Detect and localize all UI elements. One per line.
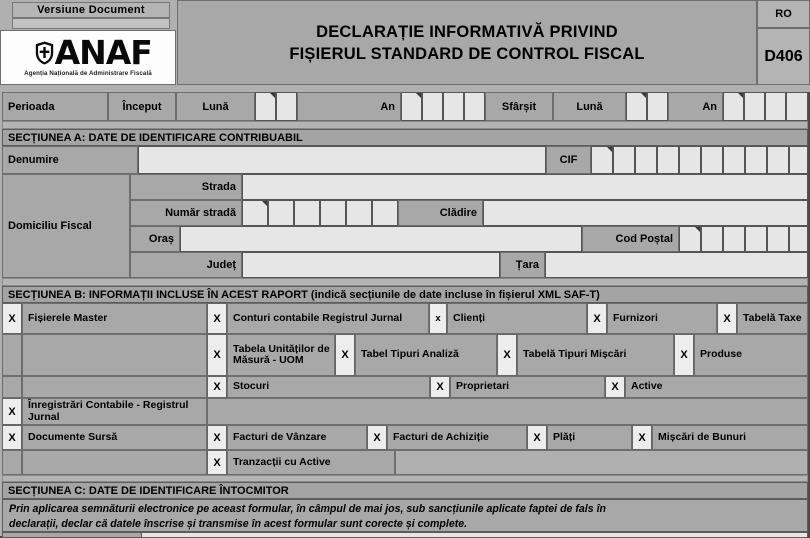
- label-payments: Plăți: [547, 425, 632, 450]
- checkbox-assets[interactable]: X: [605, 376, 625, 398]
- cif-digit-3[interactable]: [635, 146, 657, 174]
- cif-digit-4[interactable]: [657, 146, 679, 174]
- anaf-subtitle: Agenția Națională de Administrare Fiscală: [24, 69, 152, 77]
- label-stocks: Stocuri: [227, 376, 430, 398]
- country-code-badge: RO: [757, 0, 810, 28]
- checkbox-movement-types[interactable]: X: [497, 334, 517, 376]
- numar-strada-digit-6[interactable]: [372, 200, 398, 226]
- row6-spacer-right: [395, 450, 808, 475]
- row2-spacer-left: [2, 334, 22, 376]
- period-label: Perioada: [2, 92, 108, 121]
- label-purchase-invoices: Facturi de Achiziție: [387, 425, 527, 450]
- cif-digit-2[interactable]: [613, 146, 635, 174]
- period-start-year-digit-2[interactable]: [422, 92, 443, 121]
- label-movement-types: Tabelă Tipuri Mișcări: [517, 334, 674, 376]
- period-start-year-label: An: [297, 92, 401, 121]
- numar-strada-digit-5[interactable]: [346, 200, 372, 226]
- label-assets: Active: [625, 376, 808, 398]
- checkbox-stocks[interactable]: X: [207, 376, 227, 398]
- oras-label: Oraș: [130, 226, 180, 252]
- checkbox-analysis-types[interactable]: X: [335, 334, 355, 376]
- numar-strada-digit-4[interactable]: [320, 200, 346, 226]
- cif-digit-10[interactable]: [789, 146, 808, 174]
- checkbox-products[interactable]: X: [674, 334, 694, 376]
- checkbox-purchase-invoices[interactable]: X: [367, 425, 387, 450]
- form-title: [177, 0, 757, 85]
- section-c-header: SECȚIUNEA C: DATE DE IDENTIFICARE ÎNTOCMITOR: [2, 482, 808, 499]
- section-b-spacer: [2, 475, 808, 482]
- checkbox-suppliers[interactable]: X: [587, 303, 607, 334]
- period-end-year-label: An: [668, 92, 723, 121]
- denumire-input[interactable]: [138, 146, 546, 174]
- checkbox-gl-entries[interactable]: X: [2, 398, 22, 425]
- checkbox-owners[interactable]: X: [430, 376, 450, 398]
- period-start-year-digit-4[interactable]: [464, 92, 485, 121]
- row3-spacer-left: [2, 376, 22, 398]
- section-a-header: SECȚIUNEA A: DATE DE IDENTIFICARE CONTRIBUABIL: [2, 129, 808, 146]
- label-asset-transactions: Tranzacții cu Active: [227, 450, 395, 475]
- cod-postal-digit-5[interactable]: [767, 226, 789, 252]
- strada-input[interactable]: [242, 174, 808, 200]
- cif-digit-7[interactable]: [723, 146, 745, 174]
- period-end-year-digit-2[interactable]: [744, 92, 765, 121]
- cif-digit-9[interactable]: [767, 146, 789, 174]
- cod-postal-digit-4[interactable]: [745, 226, 767, 252]
- checkbox-gl-accounts[interactable]: X: [207, 303, 227, 334]
- numar-strada-digit-2[interactable]: [268, 200, 294, 226]
- row4-spacer-right: [207, 398, 808, 425]
- denumire-label: Denumire: [2, 146, 138, 174]
- label-goods-movements: Mișcări de Bunuri: [652, 425, 808, 450]
- period-end-month-digit-2[interactable]: [647, 92, 668, 121]
- tara-label: Țara: [500, 252, 545, 278]
- section-a-spacer: [2, 278, 808, 286]
- cif-digit-1[interactable]: [591, 146, 613, 174]
- checkbox-sales-invoices[interactable]: X: [207, 425, 227, 450]
- anaf-acronym: ANAF: [54, 32, 152, 72]
- section-c-signature-label-cell: [2, 532, 142, 538]
- document-version-label: Versiune Document: [12, 2, 170, 18]
- label-source-documents: Documente Sursă: [22, 425, 207, 450]
- label-master-files: Fișierele Master: [22, 303, 207, 334]
- form-title-line1: DECLARAȚIE INFORMATIVĂ PRIVIND: [316, 22, 618, 41]
- label-gl-accounts: Conturi contabile Registrul Jurnal: [227, 303, 429, 334]
- cif-digit-8[interactable]: [745, 146, 767, 174]
- cif-label: CIF: [546, 146, 591, 174]
- period-end-month-label: Lună: [553, 92, 626, 121]
- label-analysis-types: Tabel Tipuri Analiză: [355, 334, 497, 376]
- cod-postal-digit-3[interactable]: [723, 226, 745, 252]
- judet-label: Județ: [130, 252, 242, 278]
- declaration-line-2: declarații, declar că datele înscrise și transmise în acest formular sunt corecte și complete.: [9, 518, 468, 530]
- tara-input[interactable]: [545, 252, 808, 278]
- checkbox-asset-transactions[interactable]: X: [207, 450, 227, 475]
- period-end-label: Sfârșit: [485, 92, 553, 121]
- form-title-line2: FIȘIERUL STANDARD DE CONTROL FISCAL: [289, 44, 645, 63]
- row6-spacer-source: [22, 450, 207, 475]
- domiciliu-fiscal-label: Domiciliu Fiscal: [2, 174, 130, 278]
- cif-digit-5[interactable]: [679, 146, 701, 174]
- document-version-input[interactable]: [12, 18, 170, 29]
- period-spacer: [2, 121, 808, 129]
- numar-strada-label: Număr stradă: [130, 200, 242, 226]
- cod-postal-digit-1[interactable]: [679, 226, 701, 252]
- row2-spacer-master: [22, 334, 207, 376]
- numar-strada-digit-3[interactable]: [294, 200, 320, 226]
- oras-input[interactable]: [180, 226, 582, 252]
- cod-postal-label: Cod Poștal: [582, 226, 679, 252]
- cif-digit-6[interactable]: [701, 146, 723, 174]
- shield-cross-icon: [35, 41, 54, 65]
- row6-spacer-left: [2, 450, 22, 475]
- declaration-line-1: Prin aplicarea semnăturii electronice pe aceast formular, în câmpul de mai jos, sub sancțiunile aplicate faptei de fals în: [9, 503, 606, 515]
- period-start-year-digit-3[interactable]: [443, 92, 464, 121]
- strada-label: Strada: [130, 174, 242, 200]
- period-end-year-digit-3[interactable]: [765, 92, 786, 121]
- period-end-month-digit-1[interactable]: [626, 92, 647, 121]
- period-end-year-digit-1[interactable]: [723, 92, 744, 121]
- checkbox-uom-table[interactable]: X: [207, 334, 227, 376]
- period-start-month-label: Lună: [176, 92, 255, 121]
- row3-spacer-master: [22, 376, 207, 398]
- checkbox-goods-movements[interactable]: X: [632, 425, 652, 450]
- period-start-month-digit-1[interactable]: [255, 92, 276, 121]
- cladire-input[interactable]: [483, 200, 808, 226]
- period-start-year-digit-1[interactable]: [401, 92, 422, 121]
- header-spacer: [0, 85, 810, 92]
- section-c-declaration: [2, 499, 808, 532]
- label-gl-entries: Înregistrări Contabile - Registrul Jurnal: [22, 398, 207, 425]
- judet-input[interactable]: [242, 252, 500, 278]
- form-code-badge: D406: [757, 28, 810, 85]
- cod-postal-digit-2[interactable]: [701, 226, 723, 252]
- label-owners: Proprietari: [450, 376, 605, 398]
- section-b-header: SECȚIUNEA B: INFORMAȚII INCLUSE ÎN ACEST RAPORT (indică secțiunile de date incluse în fișierul XML SAF-T): [2, 286, 808, 303]
- label-uom-table: Tabela Unităților de Măsură - UOM: [227, 334, 335, 376]
- label-customers: Clienți: [447, 303, 587, 334]
- period-start-label: Început: [108, 92, 176, 121]
- checkbox-master-files[interactable]: X: [2, 303, 22, 334]
- checkbox-customers[interactable]: x: [429, 303, 447, 334]
- label-suppliers: Furnizori: [607, 303, 717, 334]
- checkbox-tax-table[interactable]: X: [717, 303, 737, 334]
- cod-postal-digit-6[interactable]: [789, 226, 808, 252]
- checkbox-source-documents[interactable]: X: [2, 425, 22, 450]
- label-tax-table: Tabelă Taxe: [737, 303, 808, 334]
- checkbox-payments[interactable]: X: [527, 425, 547, 450]
- label-sales-invoices: Facturi de Vânzare: [227, 425, 367, 450]
- period-start-month-digit-2[interactable]: [276, 92, 297, 121]
- anaf-logo: [0, 30, 176, 85]
- numar-strada-digit-1[interactable]: [242, 200, 268, 226]
- label-products: Produse: [694, 334, 808, 376]
- cladire-label: Clădire: [398, 200, 483, 226]
- period-end-year-digit-4[interactable]: [786, 92, 808, 121]
